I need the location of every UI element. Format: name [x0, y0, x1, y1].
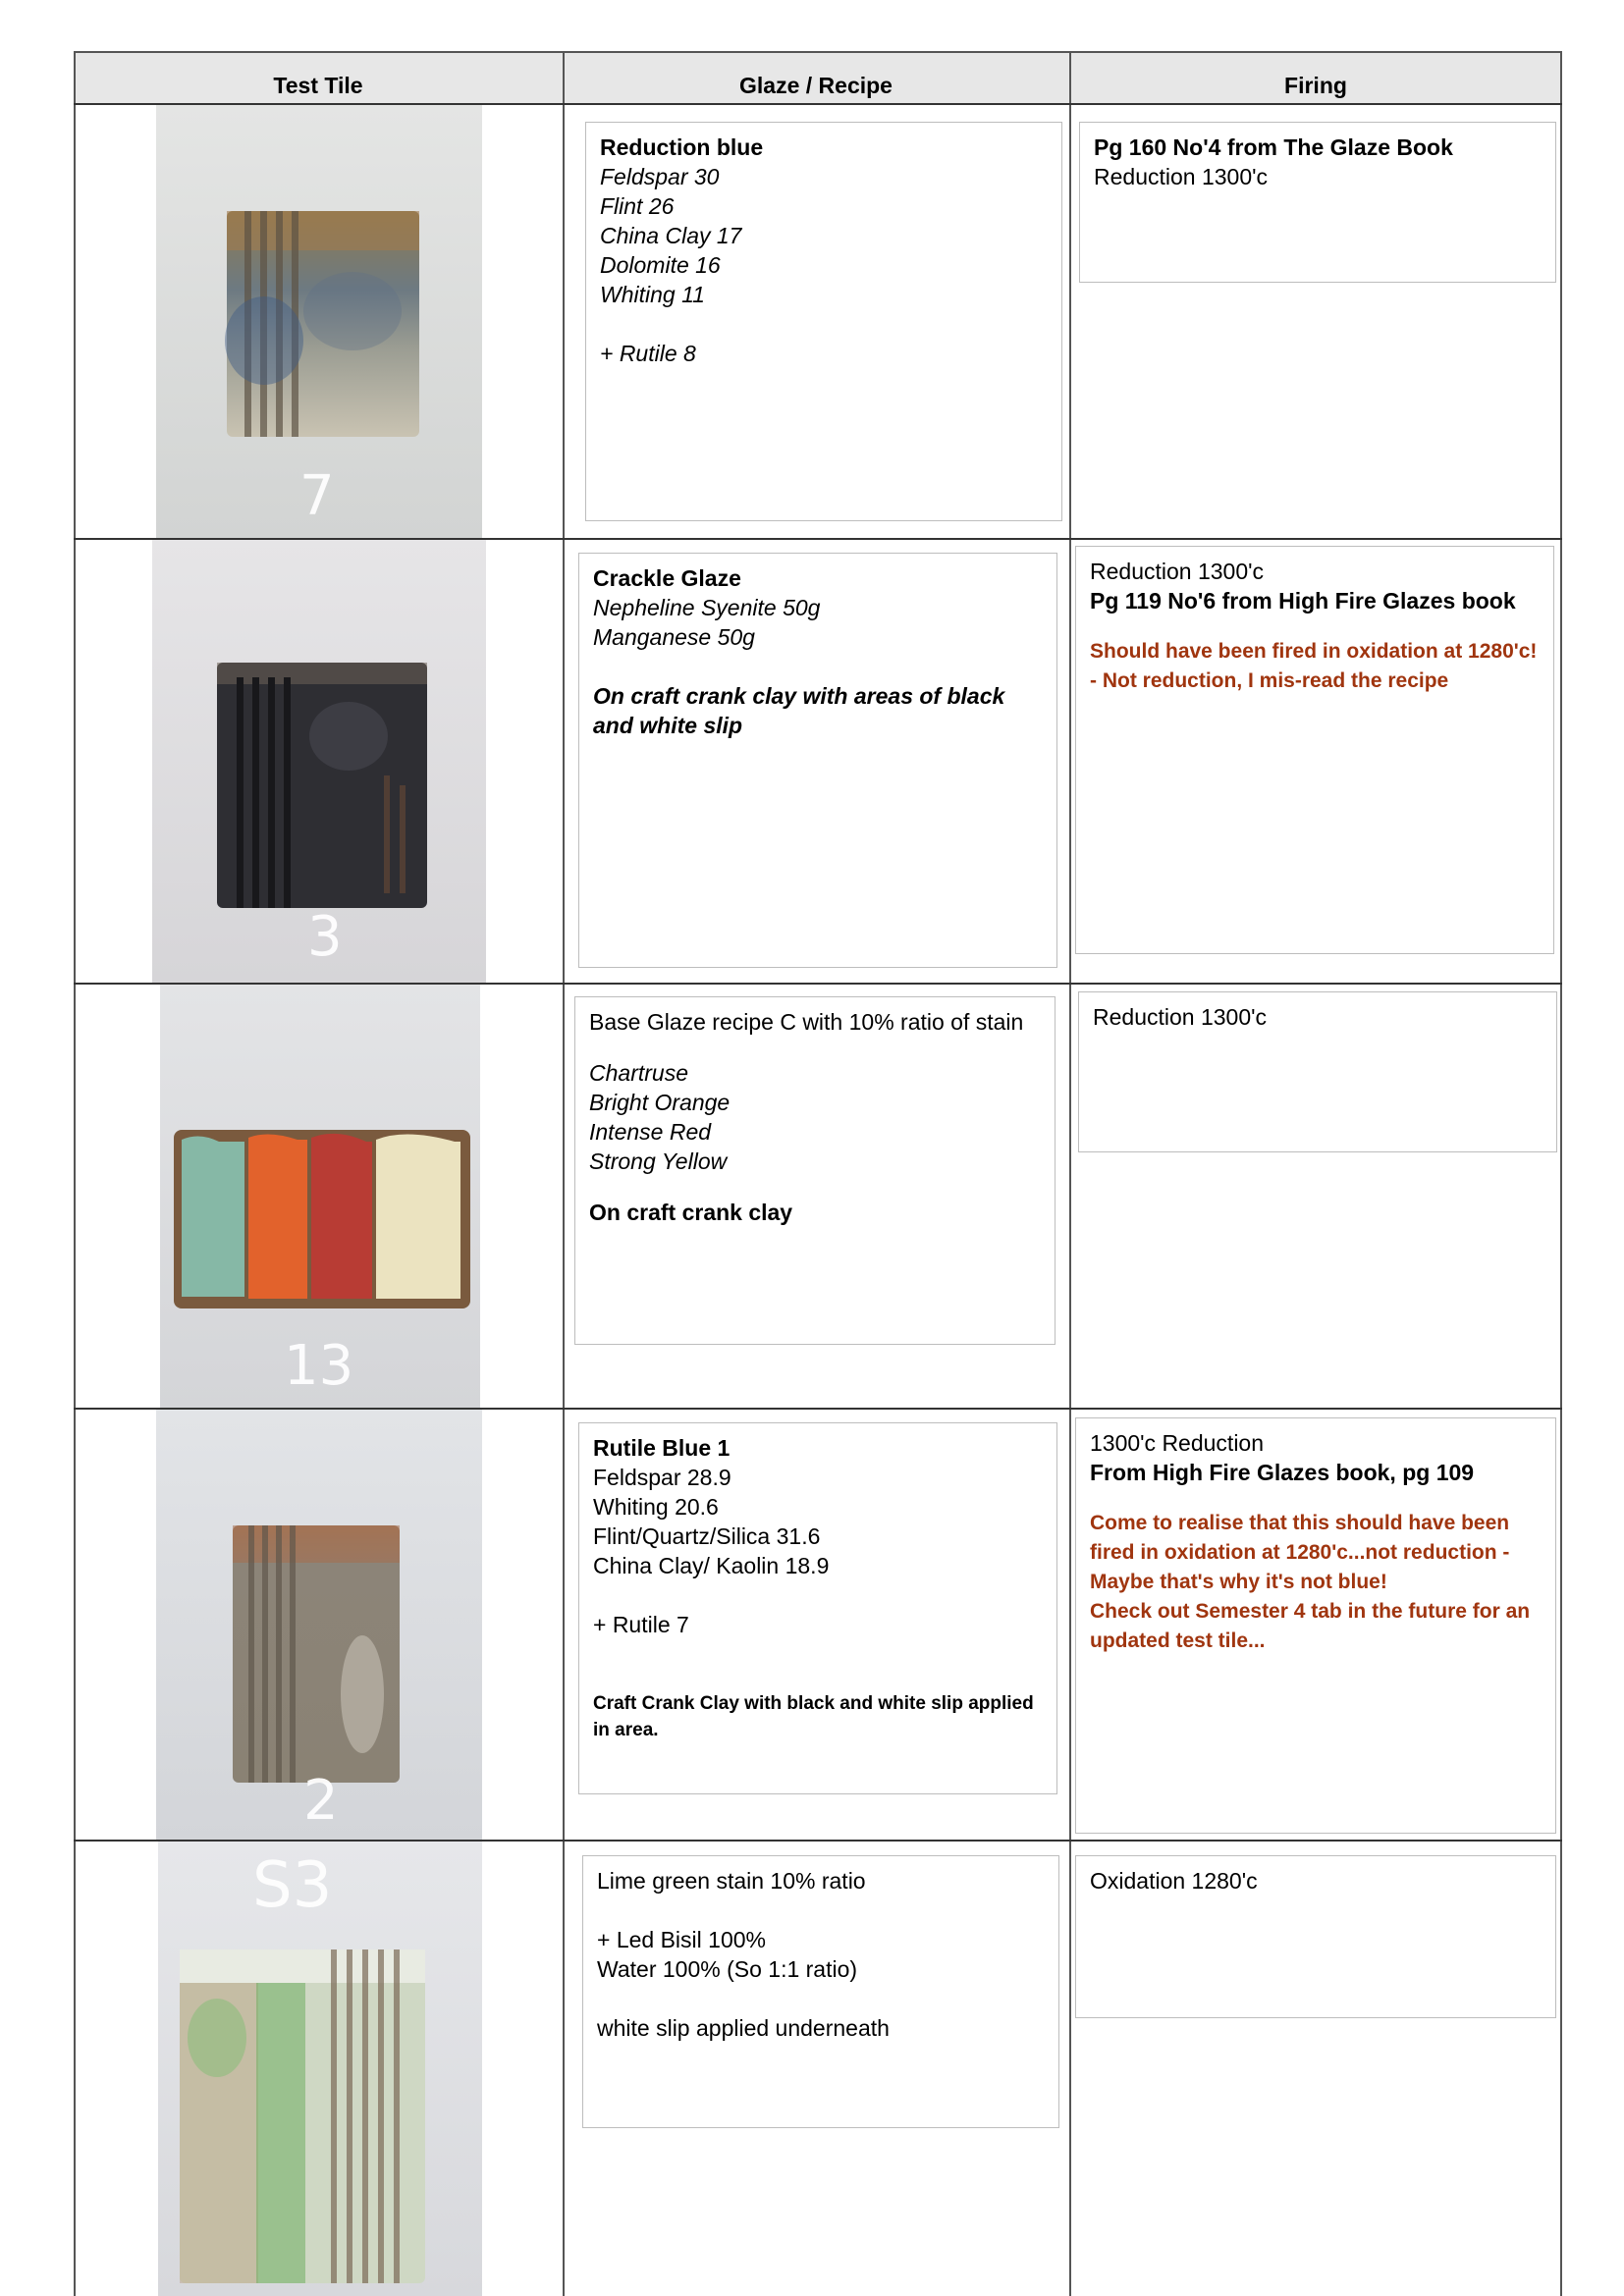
recipe-box — [574, 996, 1056, 1345]
firing-temperature: Reduction 1300'c — [1090, 559, 1265, 584]
firing-temperature: 1300'c Reduction — [1090, 1430, 1265, 1456]
ingredient: China Clay/ Kaolin 18.9 — [593, 1553, 830, 1578]
firing-box — [1078, 991, 1557, 1152]
recipe-title: Rutile Blue 1 — [593, 1435, 731, 1461]
table-border-left — [74, 51, 76, 2296]
ingredient: Feldspar 30 — [600, 164, 720, 189]
firing-box — [1075, 1855, 1556, 2018]
ingredient: Feldspar 28.9 — [593, 1465, 731, 1490]
tile-number: 3 — [307, 905, 343, 969]
firing-box — [1075, 1417, 1556, 1834]
stain-item: Chartruse — [589, 1060, 688, 1086]
recipe-line: Lime green stain 10% ratio — [597, 1868, 866, 1894]
glaze-test-table — [74, 51, 1562, 2296]
recipe-box — [578, 553, 1057, 968]
clay-note: Craft Crank Clay with black and white slip applied in area. — [593, 1693, 1034, 1740]
tile-number: 13 — [284, 1334, 354, 1398]
recipe-title: Crackle Glaze — [593, 565, 741, 591]
header-glaze-recipe: Glaze / Recipe — [739, 73, 893, 98]
test-tile-photo — [152, 540, 486, 983]
clay-note: On craft crank clay with areas of black and white slip — [593, 683, 1005, 738]
semester-note: Check out Semester 4 tab in the future for an updated test tile... — [1090, 1600, 1531, 1652]
additive: + Rutile 7 — [593, 1612, 689, 1637]
recipe-line: Water 100% (So 1:1 ratio) — [597, 1956, 858, 1982]
test-tile-photo — [158, 1842, 482, 2296]
ingredient: China Clay 17 — [600, 223, 742, 248]
ingredient: Flint 26 — [600, 193, 675, 219]
table-border-right — [1560, 51, 1562, 2296]
ingredient: Dolomite 16 — [600, 252, 721, 278]
recipe-box — [578, 1422, 1057, 1794]
test-tile-photo — [156, 1410, 482, 1840]
stain-item: Strong Yellow — [589, 1148, 728, 1174]
ingredient: Flint/Quartz/Silica 31.6 — [593, 1523, 821, 1549]
firing-temperature: Oxidation 1280'c — [1090, 1868, 1258, 1894]
table-header — [74, 51, 1562, 105]
firing-source: From High Fire Glazes book, pg 109 — [1090, 1460, 1475, 1485]
recipe-box — [582, 1855, 1059, 2128]
test-tile-photo — [156, 105, 482, 538]
header-firing: Firing — [1284, 73, 1347, 98]
firing-temperature: Reduction 1300'c — [1093, 1004, 1268, 1030]
stain-item: Intense Red — [589, 1119, 712, 1145]
firing-source: Pg 119 No'6 from High Fire Glazes book — [1090, 588, 1516, 614]
column-divider — [1069, 51, 1071, 2296]
recipe-box — [585, 122, 1062, 521]
recipe-title: Reduction blue — [600, 134, 764, 160]
recipe-line: + Led Bisil 100% — [597, 1927, 766, 1952]
header-test-tile: Test Tile — [273, 73, 363, 98]
stain-item: Bright Orange — [589, 1090, 731, 1115]
ingredient: Manganese 50g — [593, 624, 755, 650]
ingredient: Whiting 20.6 — [593, 1494, 719, 1520]
tile-number: 2 — [303, 1769, 339, 1833]
ingredient: Nepheline Syenite 50g — [593, 595, 821, 620]
column-divider — [563, 51, 565, 2296]
firing-box — [1079, 122, 1556, 283]
slip-note: white slip applied underneath — [597, 2015, 890, 2041]
clay-note: On craft crank clay — [589, 1200, 793, 1225]
test-tile-photo — [160, 985, 480, 1408]
firing-box — [1075, 546, 1554, 954]
tile-number: 7 — [299, 464, 335, 528]
firing-source: Pg 160 No'4 from The Glaze Book — [1094, 134, 1453, 160]
additive: + Rutile 8 — [600, 341, 696, 366]
recipe-title: Base Glaze recipe C with 10% ratio of stain — [589, 1009, 1024, 1035]
ingredient: Whiting 11 — [600, 282, 705, 307]
firing-correction-note: Should have been fired in oxidation at 1280'c! - Not reduction, I mis-read the recipe — [1090, 640, 1538, 692]
firing-correction-note: Come to realise that this should have been fired in oxidation at 1280'c...not reduction - Maybe that's why it's not blue! — [1090, 1512, 1510, 1593]
tile-number: S3 — [252, 1849, 333, 1922]
firing-temperature: Reduction 1300'c — [1094, 164, 1269, 189]
